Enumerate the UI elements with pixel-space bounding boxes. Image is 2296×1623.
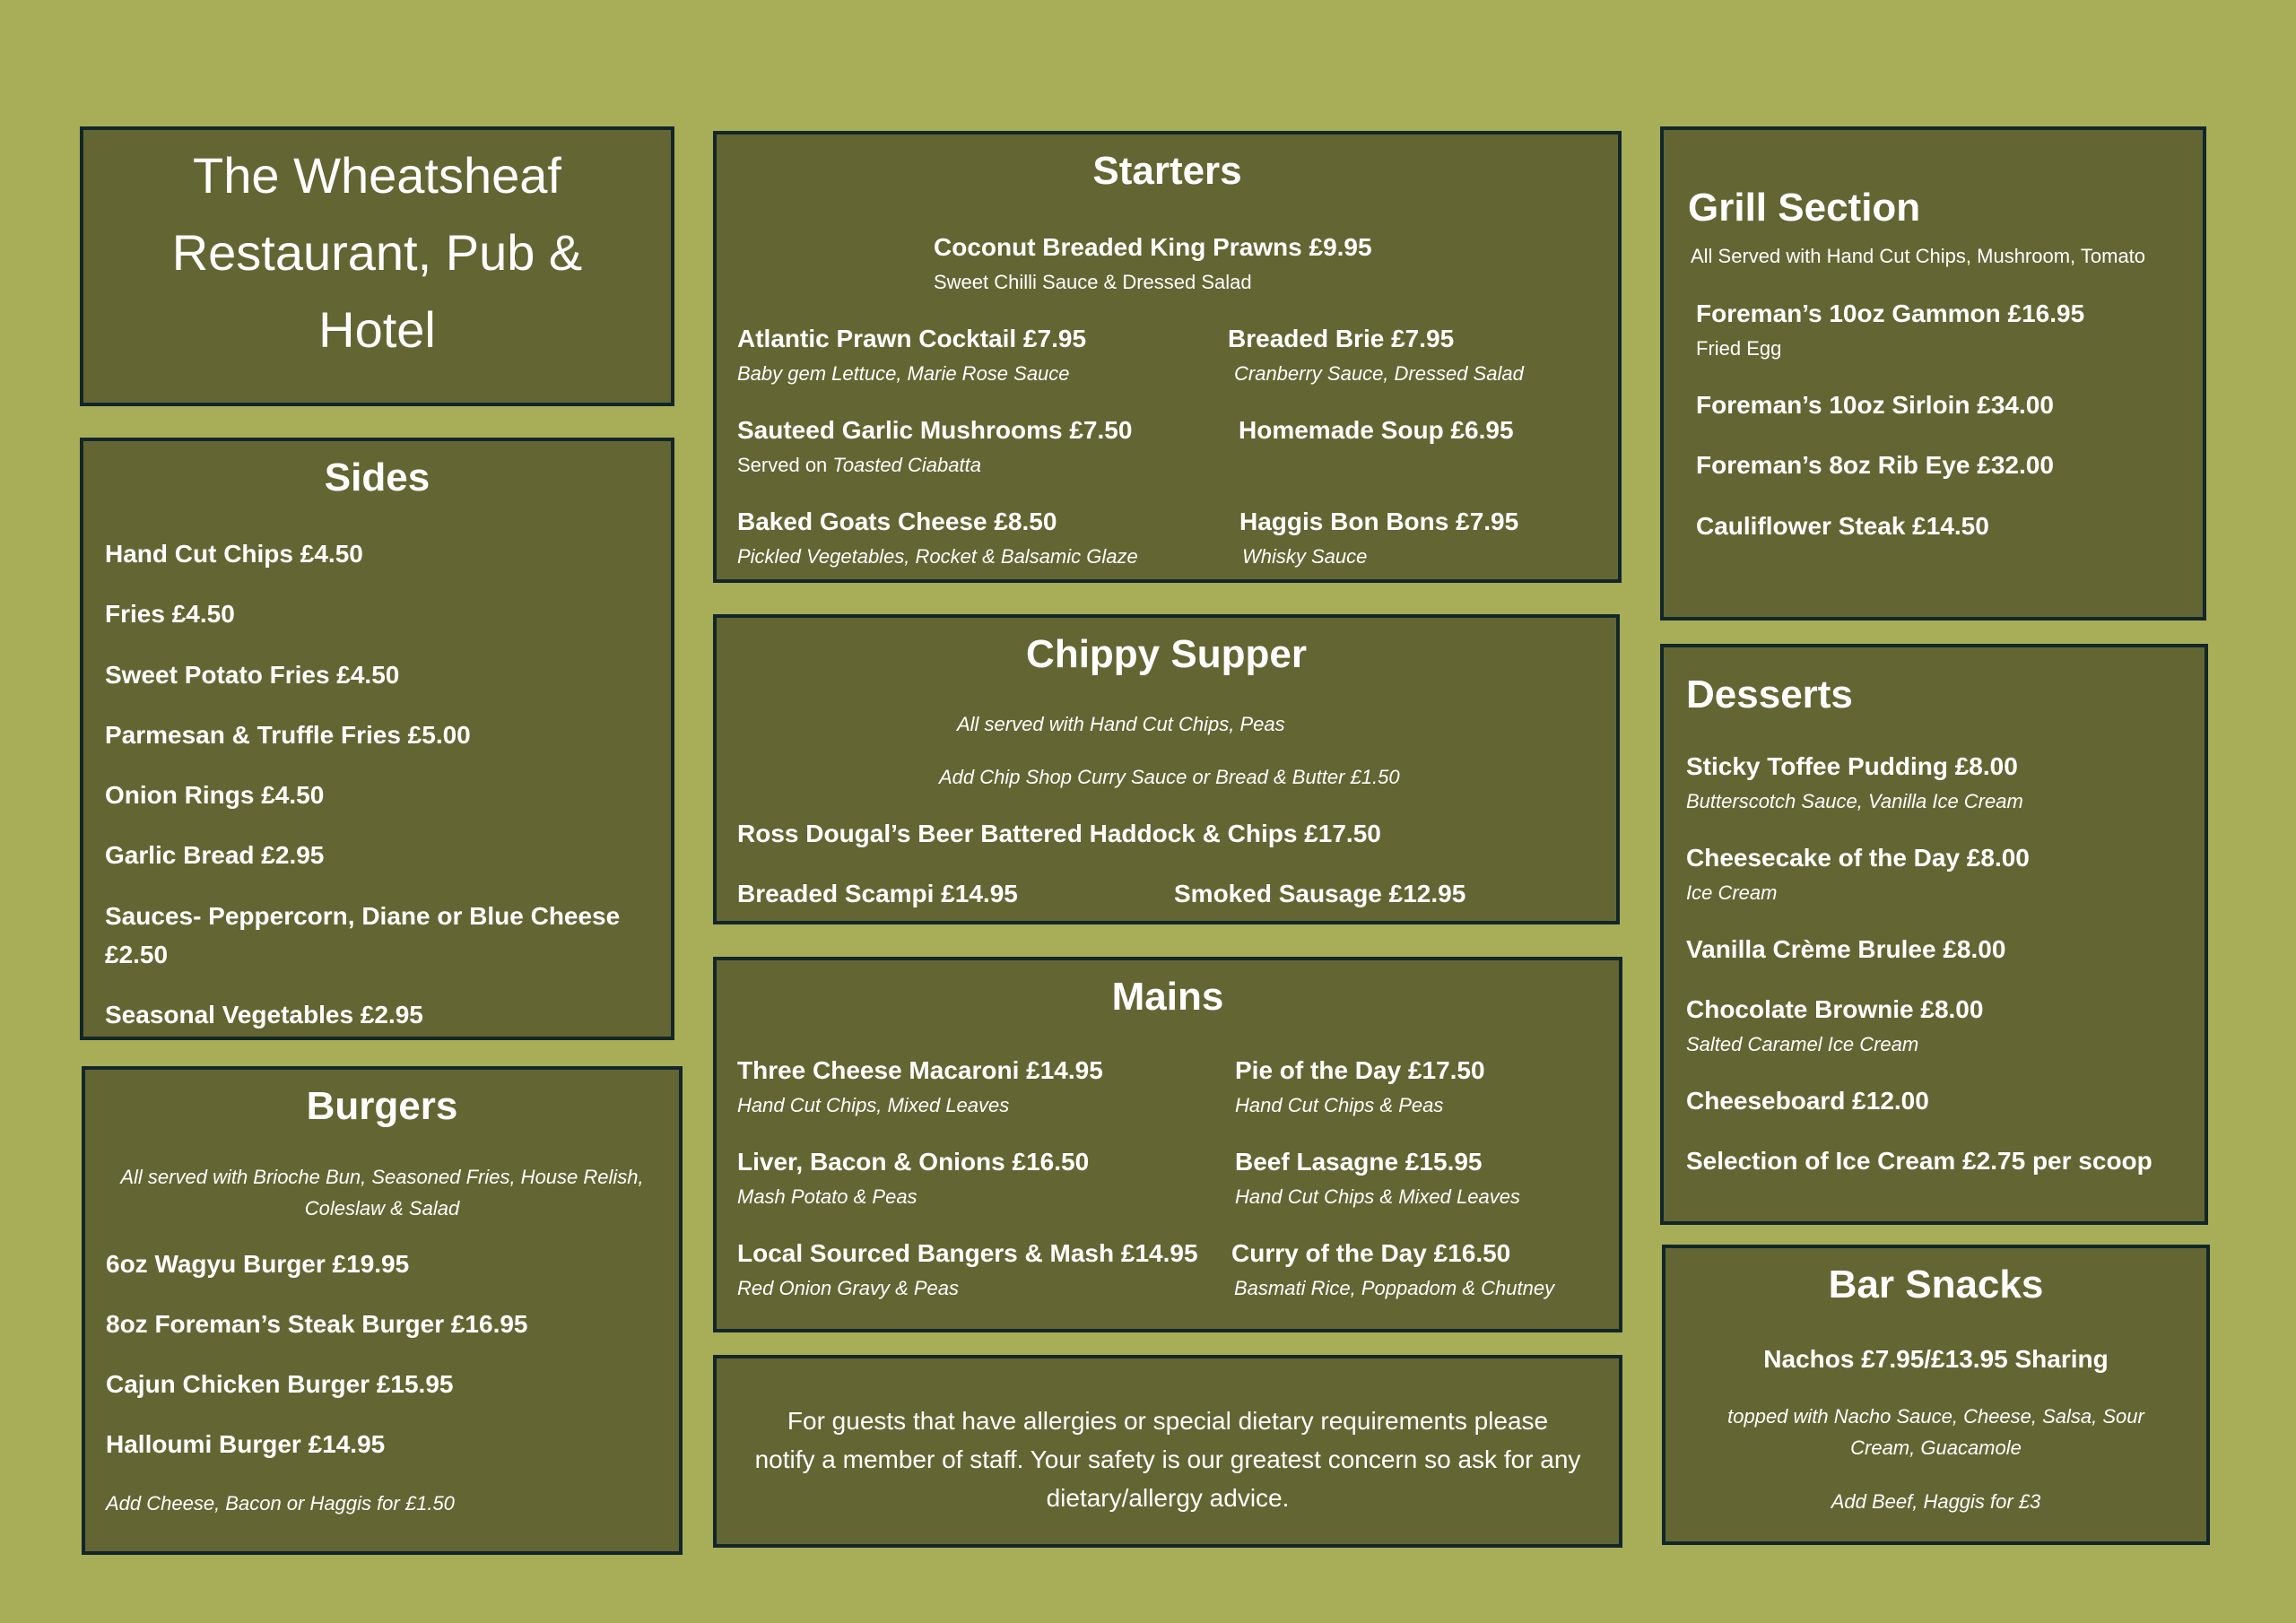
grill-item-name: Foreman’s 8oz Rib Eye £32.00 bbox=[1696, 451, 2054, 479]
grill-title: Grill Section bbox=[1688, 186, 1921, 230]
starter-item-name: Baked Goats Cheese £8.50 bbox=[737, 508, 1057, 535]
bar-snack-item: Nachos £7.95/£13.95 Sharing bbox=[1763, 1345, 2109, 1373]
dessert-item-name: Selection of Ice Cream £2.75 per scoop bbox=[1686, 1147, 2152, 1175]
burger-item: 8oz Foreman’s Steak Burger £16.95 bbox=[106, 1310, 528, 1338]
bar-snacks-addon: Add Beef, Haggis for £3 bbox=[1831, 1490, 2041, 1513]
chippy-item: Ross Dougal’s Beer Battered Haddock & Chips £17.50 bbox=[737, 820, 1381, 847]
restaurant-name-line2: Restaurant, Pub & bbox=[171, 224, 583, 281]
dessert-item-desc: Salted Caramel Ice Cream bbox=[1686, 1033, 1919, 1055]
main-item-name: Curry of the Day £16.50 bbox=[1231, 1239, 1511, 1267]
main-item-desc: Basmati Rice, Poppadom & Chutney bbox=[1234, 1277, 1555, 1299]
grill-item-name: Foreman’s 10oz Sirloin £34.00 bbox=[1696, 391, 2054, 419]
side-item: Sauces- Peppercorn, Diane or Blue Cheese bbox=[105, 902, 621, 930]
sides-title: Sides bbox=[324, 456, 430, 499]
side-item-price: £2.50 bbox=[105, 941, 169, 968]
starter-desc-italic: Toasted Ciabatta bbox=[832, 454, 981, 476]
burger-item: Halloumi Burger £14.95 bbox=[106, 1430, 386, 1458]
chippy-note: All served with Hand Cut Chips, Peas bbox=[957, 713, 1285, 735]
side-item: Hand Cut Chips £4.50 bbox=[105, 540, 363, 568]
starter-item-name: Sauteed Garlic Mushrooms £7.50 bbox=[737, 416, 1133, 444]
main-item-name: Three Cheese Macaroni £14.95 bbox=[737, 1056, 1103, 1084]
side-item: Fries £4.50 bbox=[105, 600, 235, 628]
mains-title: Mains bbox=[1111, 975, 1224, 1019]
main-item-desc: Hand Cut Chips, Mixed Leaves bbox=[737, 1094, 1010, 1116]
chippy-note: Add Chip Shop Curry Sauce or Bread & Butter £1.50 bbox=[939, 766, 1400, 788]
bar-snacks-panel bbox=[1662, 1245, 2210, 1545]
burger-item: 6oz Wagyu Burger £19.95 bbox=[106, 1250, 410, 1278]
dessert-item-name: Vanilla Crème Brulee £8.00 bbox=[1686, 935, 2006, 963]
dessert-item-name: Sticky Toffee Pudding £8.00 bbox=[1686, 752, 2018, 780]
title-panel bbox=[80, 126, 674, 406]
burgers-addon: Add Cheese, Bacon or Haggis for £1.50 bbox=[106, 1492, 455, 1515]
main-item-name: Pie of the Day £17.50 bbox=[1235, 1056, 1485, 1084]
chippy-title: Chippy Supper bbox=[1026, 632, 1307, 676]
starter-desc-plain: Served on bbox=[737, 454, 833, 476]
starter-item-desc: Baby gem Lettuce, Marie Rose Sauce bbox=[737, 362, 1070, 385]
starter-featured-name: Coconut Breaded King Prawns £9.95 bbox=[934, 233, 1372, 261]
side-item: Sweet Potato Fries £4.50 bbox=[105, 661, 400, 689]
grill-item-desc: Fried Egg bbox=[1696, 337, 1782, 360]
chippy-item: Breaded Scampi £14.95 bbox=[737, 880, 1018, 907]
side-item: Parmesan & Truffle Fries £5.00 bbox=[105, 721, 471, 749]
burgers-note: All served with Brioche Bun, Seasoned Fries, House Relish, bbox=[120, 1166, 644, 1188]
starter-item-desc: Cranberry Sauce, Dressed Salad bbox=[1234, 362, 1524, 385]
starter-item-name: Atlantic Prawn Cocktail £7.95 bbox=[737, 325, 1087, 352]
allergy-text: notify a member of staff. Your safety is our greatest concern so ask for any bbox=[754, 1445, 1581, 1473]
main-item-name: Beef Lasagne £15.95 bbox=[1235, 1148, 1483, 1176]
burger-item: Cajun Chicken Burger £15.95 bbox=[106, 1370, 454, 1398]
dessert-item-desc: Ice Cream bbox=[1686, 881, 1778, 904]
starter-featured-desc: Sweet Chilli Sauce & Dressed Salad bbox=[934, 271, 1252, 293]
grill-subtitle: All Served with Hand Cut Chips, Mushroom, Tomato bbox=[1691, 245, 2146, 267]
starter-item-name: Haggis Bon Bons £7.95 bbox=[1239, 508, 1519, 535]
main-item-desc: Hand Cut Chips & Mixed Leaves bbox=[1235, 1185, 1520, 1208]
dessert-item-name: Cheesecake of the Day £8.00 bbox=[1686, 844, 2030, 872]
desserts-panel bbox=[1660, 644, 2208, 1225]
starters-panel bbox=[713, 131, 1622, 583]
main-item-desc: Hand Cut Chips & Peas bbox=[1235, 1094, 1444, 1116]
bar-snack-desc: Cream, Guacamole bbox=[1850, 1436, 2022, 1459]
allergy-panel bbox=[713, 1355, 1622, 1548]
chippy-item: Smoked Sausage £12.95 bbox=[1174, 880, 1466, 907]
grill-panel bbox=[1660, 126, 2206, 621]
dessert-item-name: Cheeseboard £12.00 bbox=[1686, 1087, 1929, 1115]
chippy-panel bbox=[713, 614, 1620, 924]
dessert-item-desc: Butterscotch Sauce, Vanilla Ice Cream bbox=[1686, 790, 2023, 812]
restaurant-name-line1: The Wheatsheaf bbox=[193, 147, 561, 204]
starter-item-name: Breaded Brie £7.95 bbox=[1228, 325, 1455, 352]
starters-title: Starters bbox=[1092, 149, 1242, 193]
allergy-text: For guests that have allergies or special dietary requirements please bbox=[787, 1407, 1549, 1435]
burgers-title: Burgers bbox=[306, 1084, 458, 1128]
main-item-name: Liver, Bacon & Onions £16.50 bbox=[737, 1148, 1090, 1176]
allergy-text: dietary/allergy advice. bbox=[1046, 1484, 1290, 1512]
side-item: Onion Rings £4.50 bbox=[105, 781, 325, 809]
main-item-desc: Red Onion Gravy & Peas bbox=[737, 1277, 960, 1299]
bar-snacks-title: Bar Snacks bbox=[1828, 1263, 2044, 1306]
starter-item-desc bbox=[737, 454, 981, 477]
burgers-note: Coleslaw & Salad bbox=[304, 1197, 460, 1219]
dessert-item-name: Chocolate Brownie £8.00 bbox=[1686, 995, 1984, 1023]
starter-item-name: Homemade Soup £6.95 bbox=[1239, 416, 1514, 444]
starter-item-desc: Whisky Sauce bbox=[1242, 545, 1368, 568]
mains-panel bbox=[713, 957, 1622, 1332]
bar-snack-desc: topped with Nacho Sauce, Cheese, Salsa, Sour bbox=[1727, 1405, 2144, 1428]
side-item: Garlic Bread £2.95 bbox=[105, 841, 325, 869]
main-item-name: Local Sourced Bangers & Mash £14.95 bbox=[737, 1239, 1198, 1267]
desserts-title: Desserts bbox=[1686, 673, 1853, 716]
sides-panel bbox=[80, 438, 674, 1040]
side-item: Seasonal Vegetables £2.95 bbox=[105, 1001, 423, 1028]
restaurant-name-line3: Hotel bbox=[318, 301, 436, 358]
starter-item-desc: Pickled Vegetables, Rocket & Balsamic Glaze bbox=[737, 545, 1138, 568]
grill-item-name: Cauliflower Steak £14.50 bbox=[1696, 512, 1989, 540]
burgers-panel bbox=[82, 1066, 683, 1555]
main-item-desc: Mash Potato & Peas bbox=[737, 1185, 918, 1208]
grill-item-name: Foreman’s 10oz Gammon £16.95 bbox=[1696, 299, 2085, 327]
